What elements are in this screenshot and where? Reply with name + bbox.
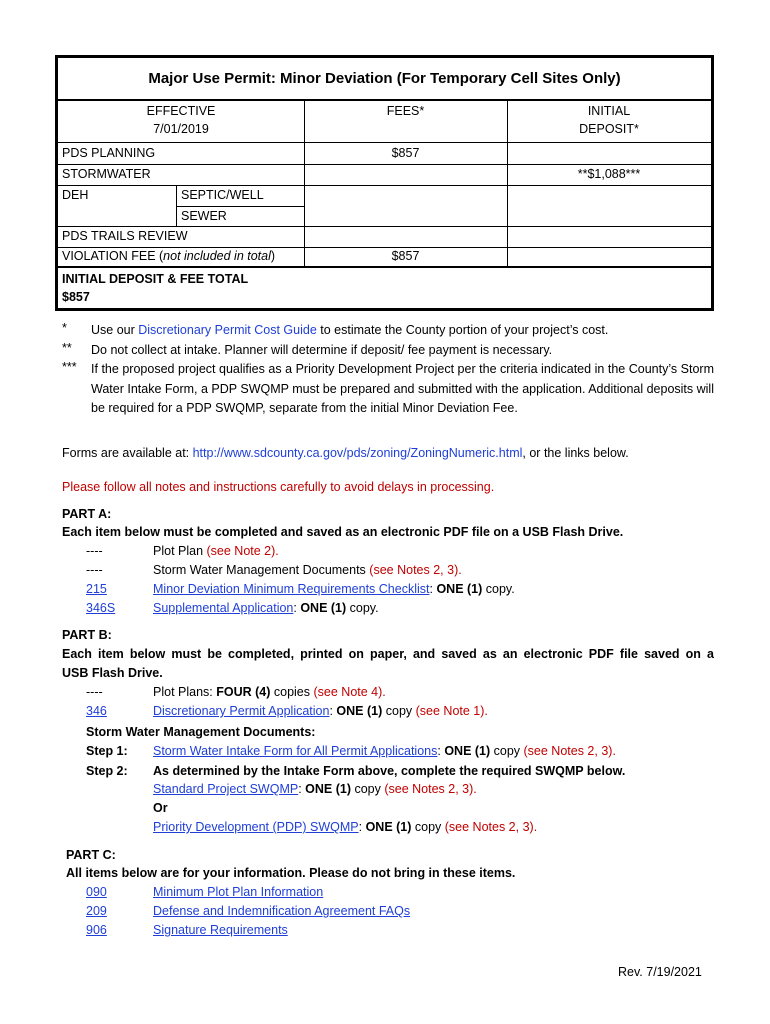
cost-guide-link[interactable]: Discretionary Permit Cost Guide	[138, 323, 317, 337]
intake-form-link[interactable]: Storm Water Intake Form for All Permit Applications	[153, 744, 438, 758]
step-2-label: Step 2:	[86, 764, 128, 778]
note-1: Use our Discretionary Permit Cost Guide to estimate the County portion of your project’s cost.	[91, 323, 609, 337]
part-b-application: Discretionary Permit Application: ONE (1) copy (see Note 1).	[153, 704, 488, 718]
part-a-item-code: ----	[86, 563, 103, 577]
or-label: Or	[153, 801, 168, 815]
processing-warning: Please follow all notes and instructions carefully to avoid delays in processing.	[62, 480, 495, 494]
form-906-link[interactable]: 906	[86, 923, 107, 937]
note-1-mark: *	[62, 321, 67, 335]
total-row	[58, 266, 711, 308]
forms-line: Forms are available at: http://www.sdcounty.ca.gov/pds/zoning/ZoningNumeric.html, or the links below.	[62, 446, 629, 460]
part-b-intro-1: Each item below must be completed, printed on paper, and saved as an electronic PDF file saved on a	[62, 647, 714, 661]
row-septic: SEPTIC/WELL	[181, 188, 264, 202]
supplemental-app-link[interactable]: Supplemental Application	[153, 601, 294, 615]
part-b-item-code: ----	[86, 685, 103, 699]
part-a-plot-plan: Plot Plan (see Note 2).	[153, 544, 279, 558]
row-pds-planning: PDS PLANNING	[62, 146, 156, 160]
part-a-supplemental: Supplemental Application: ONE (1) copy.	[153, 601, 379, 615]
forms-url-link[interactable]: http://www.sdcounty.ca.gov/pds/zoning/ZoningNumeric.html	[192, 446, 523, 460]
checklist-link[interactable]: Minor Deviation Minimum Requirements Checklist	[153, 582, 430, 596]
form-215-link[interactable]: 215	[86, 582, 107, 596]
pdp-swqmp-link[interactable]: Priority Development (PDP) SWQMP	[153, 820, 359, 834]
note-2-mark: **	[62, 341, 72, 355]
note-3: If the proposed project qualifies as a Priority Development Project per the criteria indicated in the County’s Storm Water Intake Form, a PDP SWQMP must be prepared and submitted with the application. Additional deposits will be required for a PDP SWQMP, separate from the initial Minor Deviation Fee.	[91, 362, 714, 415]
discretionary-app-link[interactable]: Discretionary Permit Application	[153, 704, 330, 718]
plot-plan-info-link[interactable]: Minimum Plot Plan Information	[153, 885, 324, 899]
standard-swqmp-link[interactable]: Standard Project SWQMP	[153, 782, 299, 796]
part-b-heading: PART B:	[62, 628, 112, 642]
step-2-text: As determined by the Intake Form above, complete the required SWQMP below.	[153, 764, 626, 778]
standard-swqmp: Standard Project SWQMP: ONE (1) copy (see Notes 2, 3).	[153, 782, 477, 796]
part-a-intro: Each item below must be completed and saved as an electronic PDF file on a USB Flash Drive.	[62, 525, 624, 539]
part-a-item-code: ----	[86, 544, 103, 558]
form-209-link[interactable]: 209	[86, 904, 107, 918]
step-1-label: Step 1:	[86, 744, 128, 758]
fee-table	[55, 55, 714, 311]
part-c-intro: All items below are for your information. Please do not bring in these items.	[66, 866, 516, 880]
header-deposit: INITIAL DEPOSIT*	[579, 104, 639, 136]
step-1: Storm Water Intake Form for All Permit Applications: ONE (1) copy (see Notes 2, 3).	[153, 744, 616, 758]
pdp-swqmp: Priority Development (PDP) SWQMP: ONE (1) copy (see Notes 2, 3).	[153, 820, 538, 834]
part-a-checklist: Minor Deviation Minimum Requirements Checklist: ONE (1) copy.	[153, 582, 515, 596]
part-a-heading: PART A:	[62, 507, 112, 521]
note-3-mark: ***	[62, 360, 77, 374]
row-sewer: SEWER	[181, 209, 227, 223]
stormwater-deposit: **$1,088***	[577, 167, 641, 181]
revision-date: Rev. 7/19/2021	[618, 965, 702, 979]
note-2: Do not collect at intake. Planner will determine if deposit/ fee payment is necessary.	[91, 343, 553, 357]
form-346-link[interactable]: 346	[86, 704, 107, 718]
indemnification-faq-link[interactable]: Defense and Indemnification Agreement FAQs	[153, 904, 411, 918]
header-fees: FEES*	[386, 104, 425, 118]
row-stormwater: STORMWATER	[62, 167, 151, 181]
part-b-plot-plans: Plot Plans: FOUR (4) copies (see Note 4).	[153, 685, 386, 699]
total-label: INITIAL DEPOSIT & FEE TOTAL $857	[62, 272, 249, 304]
header-effective: EFFECTIVE 7/01/2019	[146, 104, 216, 136]
signature-requirements-link[interactable]: Signature Requirements	[153, 923, 288, 937]
part-c-heading: PART C:	[66, 848, 116, 862]
part-b-intro-2: USB Flash Drive.	[62, 666, 163, 680]
row-deh: DEH	[62, 188, 89, 202]
swm-heading: Storm Water Management Documents:	[86, 725, 316, 739]
row-trails: PDS TRAILS REVIEW	[62, 229, 188, 243]
pds-planning-fee: $857	[391, 146, 420, 160]
part-a-storm-water: Storm Water Management Documents (see Notes 2, 3).	[153, 563, 462, 577]
violation-fee: $857	[391, 249, 420, 263]
form-090-link[interactable]: 090	[86, 885, 107, 899]
row-violation: VIOLATION FEE (not included in total)	[62, 249, 276, 263]
form-346s-link[interactable]: 346S	[86, 601, 116, 615]
fee-table-title: Major Use Permit: Minor Deviation (For Temporary Cell Sites Only)	[58, 58, 711, 101]
